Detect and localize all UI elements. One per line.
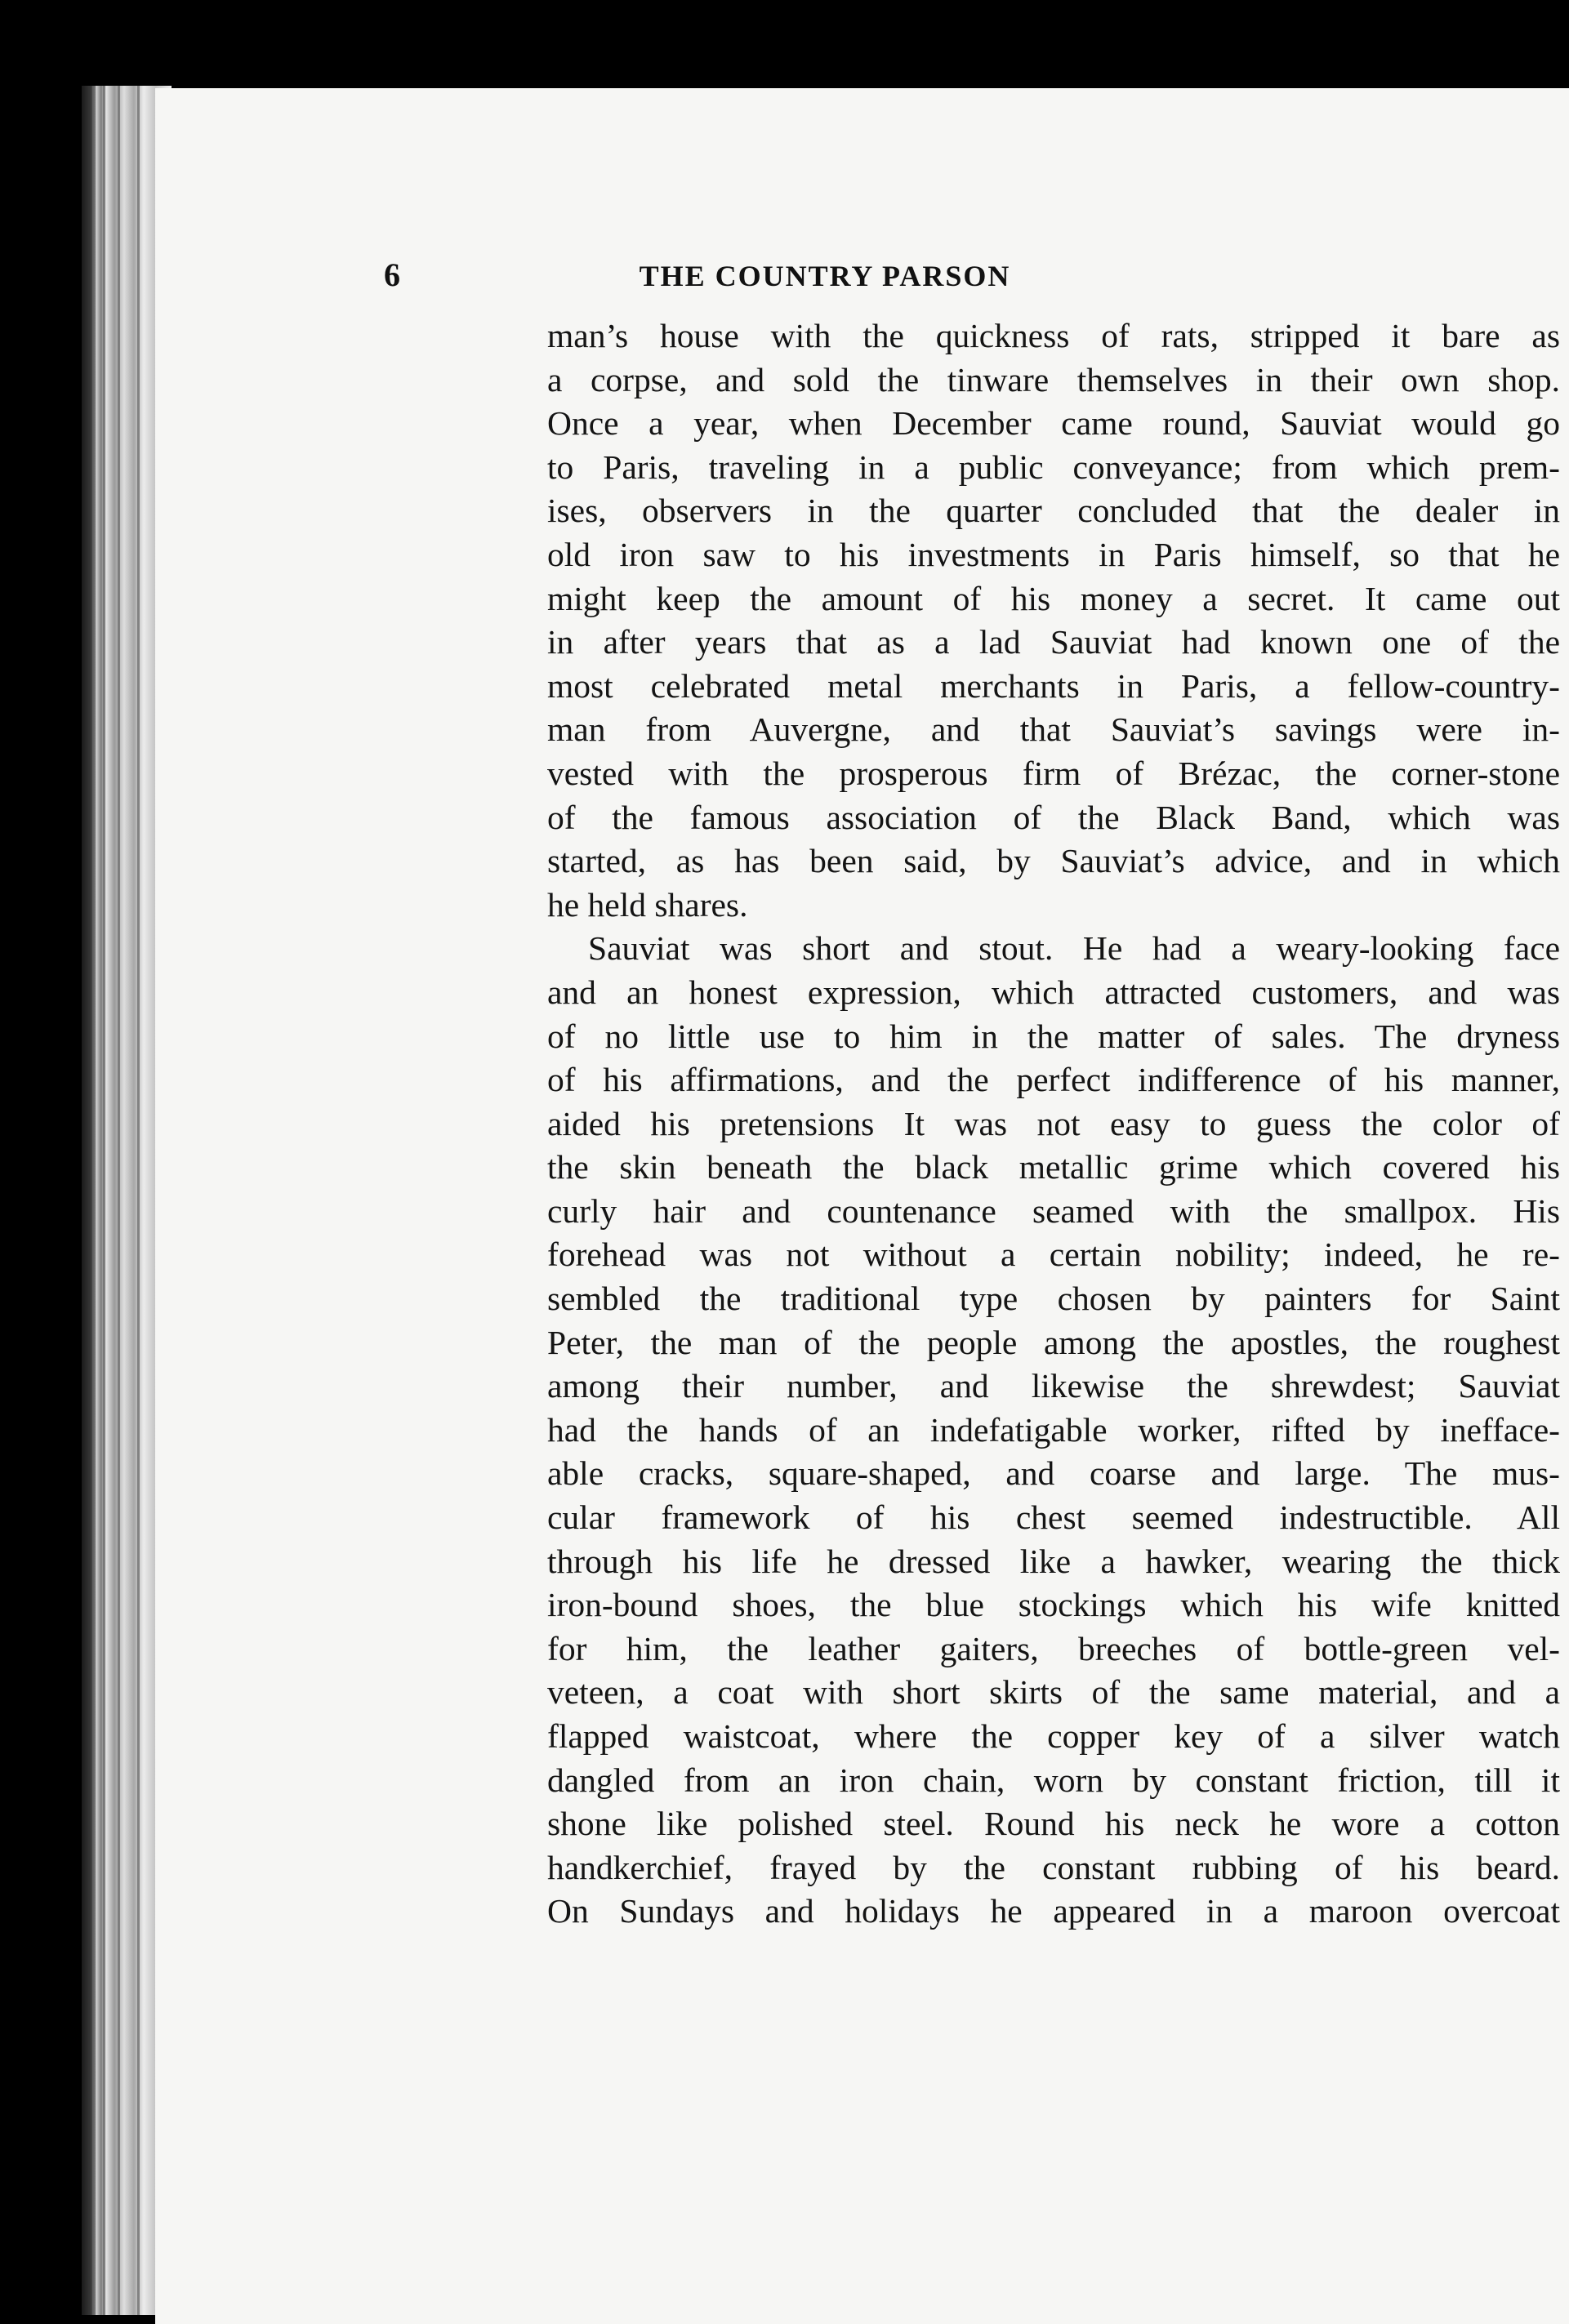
text-line: handkerchief, frayed by the constant rubbing of his beard. (547, 1848, 1560, 1886)
text-line: ises, observers in the quarter concluded that the dealer in (547, 492, 1560, 530)
text-line: he held shares. (547, 885, 748, 924)
text-line: of his affirmations, and the perfect indifference of his manner, (547, 1061, 1560, 1099)
text-line: of no little use to him in the matter of sales. The dryness (547, 1017, 1560, 1055)
text-line: iron-bound shoes, the blue stockings which his wife knitted (547, 1586, 1560, 1624)
gutter-line (118, 86, 120, 2315)
text-line: of the famous association of the Black Band, which was (547, 798, 1560, 836)
gutter-line (93, 86, 96, 2315)
text-line: to Paris, traveling in a public conveyance; from which prem- (547, 447, 1560, 486)
text-line: sembled the traditional type chosen by painters for Saint (547, 1280, 1560, 1318)
text-line: Once a year, when December came round, Sauviat would go (547, 404, 1560, 443)
text-line: most celebrated metal merchants in Paris, a fellow-country- (547, 666, 1560, 705)
text-line: On Sundays and holidays he appeared in a maroon overcoat (547, 1892, 1560, 1930)
gutter-line (103, 86, 105, 2315)
text-line: veteen, a coat with short skirts of the same material, and a (547, 1673, 1560, 1712)
text-line: flapped waistcoat, where the copper key of a silver watch (547, 1717, 1560, 1755)
text-line: a corpse, and sold the tinware themselves in their own shop. (547, 360, 1560, 398)
running-head (384, 256, 1266, 296)
text-line: vested with the prosperous firm of Brézac, the corner-stone (547, 754, 1560, 792)
text-line: Sauviat was short and stout. He had a weary-looking face (588, 929, 1560, 968)
text-line: started, as has been said, by Sauviat’s advice, and in which (547, 842, 1560, 880)
text-line: the skin beneath the black metallic grime which covered his (547, 1148, 1560, 1186)
text-line: old iron saw to his investments in Paris himself, so that he (547, 535, 1560, 573)
text-line: cular framework of his chest seemed indestructible. All (547, 1498, 1560, 1537)
text-line: might keep the amount of his money a secret. It came out (547, 579, 1560, 617)
text-line: had the hands of an indefatigable worker, rifted by ineffacе- (547, 1410, 1560, 1449)
text-line: curly hair and countenance seamed with the smallpox. His (547, 1191, 1560, 1230)
page-number: 6 (384, 256, 400, 293)
text-line: able cracks, square-shaped, and coarse and large. The mus- (547, 1454, 1560, 1493)
text-line: man from Auvergne, and that Sauviat’s savings were in- (547, 710, 1560, 749)
text-line: in after years that as a lad Sauviat had known one of the (547, 623, 1560, 661)
text-line: shone like polished steel. Round his neck he wore a cotton (547, 1805, 1560, 1843)
text-line: man’s house with the quickness of rats, stripped it bare as (547, 317, 1560, 354)
text-line: and an honest expression, which attracted customers, and was (547, 973, 1560, 1011)
text-line: aided his pretensions It was not easy to guess the color of (547, 1104, 1560, 1142)
gutter-line (137, 86, 140, 2315)
text-line: Peter, the man of the people among the apostles, the roughest (547, 1323, 1560, 1361)
page-title: THE COUNTRY PARSON (639, 260, 1011, 292)
text-line: through his life he dressed like a hawker, wearing the thick (547, 1542, 1560, 1580)
text-line: forehead was not without a certain nobility; indeed, he re- (547, 1235, 1560, 1274)
text-line: for him, the leather gaiters, breeches of bottle-green vel- (547, 1629, 1560, 1667)
text-line: among their number, and likewise the shrewdest; Sauviat (547, 1367, 1560, 1405)
body-text (547, 314, 1560, 1934)
text-line: dangled from an iron chain, worn by constant friction, till it (547, 1761, 1560, 1799)
